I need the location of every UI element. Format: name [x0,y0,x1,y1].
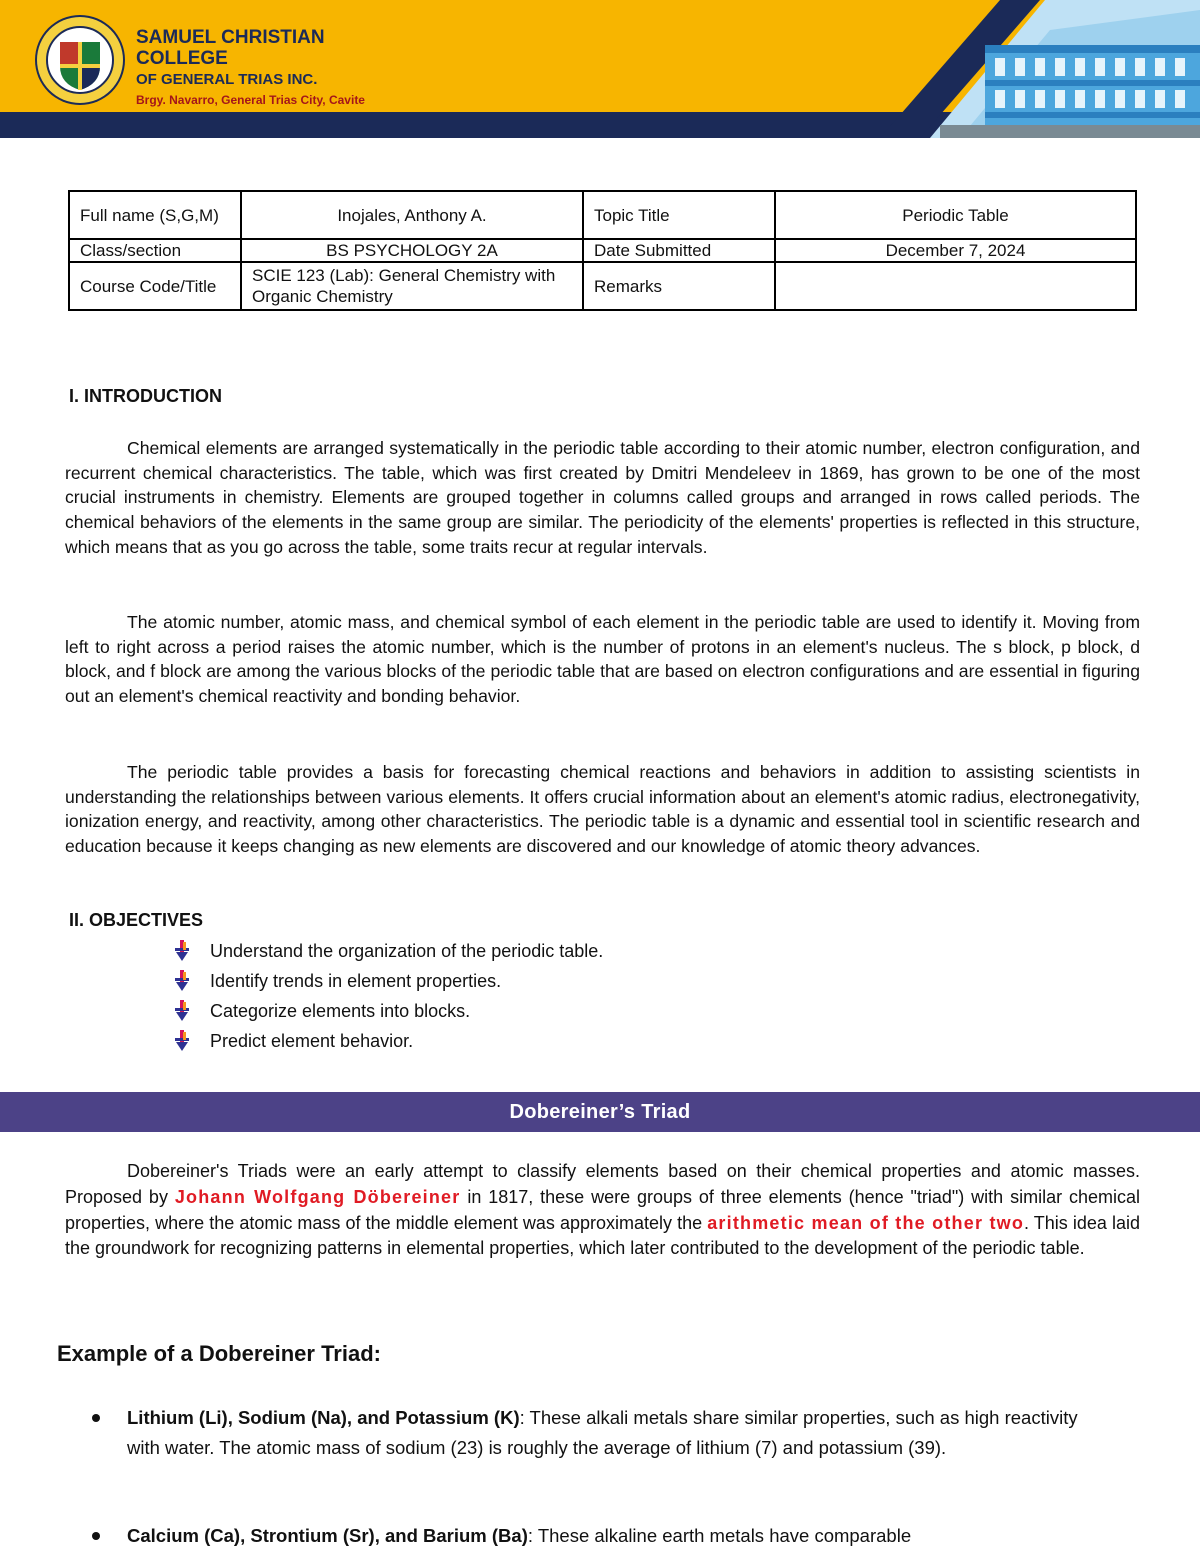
arrow-down-bullet-icon [172,970,192,992]
arrow-down-bullet-icon [172,1030,192,1052]
dobereiner-text-2: in 1817, these were groups of three elements (hence "triad") with similar chemical properties, where the atomic mass of the middle element was approximately the [65,1186,1140,1233]
examples-list-continued [90,1521,1100,1551]
arrow-down-bullet-icon [172,940,192,962]
example-description: : These alkali metals share similar properties, such as high reactivity with water. The atomic mass of sodium (23) is roughly the average of lithium (7) and potassium (39). [127,1407,1078,1458]
objectives-heading: II. OBJECTIVES [69,910,204,930]
table-row [69,239,1136,262]
examples-list [90,1403,1100,1462]
example-title: Example of a Dobereiner Triad: [57,1341,381,1366]
objective-text: Categorize elements into blocks. [210,1000,471,1021]
dobereiner-name-highlight: Johann Wolfgang Döbereiner [174,1186,461,1207]
bullet-dot-icon [92,1414,100,1422]
full-name-label: Full name (S,G,M) [69,191,241,239]
list-item [90,1521,1100,1551]
bullet-dot-icon [92,1532,100,1540]
topic-title-value: Periodic Table [775,191,1136,239]
example-elements: Calcium (Ca), Strontium (Sr), and Barium (Ba) [127,1525,528,1546]
school-title-block [136,27,365,107]
course-code-label: Course Code/Title [69,262,241,310]
school-name-line-1: SAMUEL CHRISTIAN [136,27,325,48]
intro-paragraph-3: The periodic table provides a basis for forecasting chemical reactions and behaviors in addition to assisting scientists in understanding the relationships between various elements. It offers crucial information about an element's atomic radius, electronegativity, ionization energy, and reactivity, among other characteristics. The periodic table is a dynamic and essential tool in scientific research and education because it keeps changing as new elements are discovered and our knowledge of atomic theory advances. [65,762,1140,857]
example-elements: Lithium (Li), Sodium (Na), and Potassium (K) [127,1407,520,1428]
dobereiner-text-1: Dobereiner's Triads were an early attempt to classify elements based on their chemical properties and atomic masses. Proposed by [65,1161,1140,1207]
student-info-table [68,190,1137,311]
objective-text: Understand the organization of the periodic table. [210,940,604,961]
intro-paragraph-2: The atomic number, atomic mass, and chemical symbol of each element in the periodic table are used to identify it. Moving from left to right across a period raises the atomic number, which is the number of protons in an element's nucleus. The s block, p block, d block, and f block are among the various blocks of the periodic table that are based on electron configurations and are essential in figuring out an element's chemical reactivity and bonding behavior. [65,612,1140,707]
arrow-down-bullet-icon [172,1000,192,1022]
full-name-value: Inojales, Anthony A. [241,191,583,239]
dobereiner-paragraph [65,1159,1140,1262]
course-code-value: SCIE 123 (Lab): General Chemistry with Organic Chemistry [241,262,583,310]
school-address: Brgy. Navarro, General Trias City, Cavite [136,93,365,107]
introduction-heading: I. INTRODUCTION [69,386,222,406]
list-item [172,1026,603,1056]
header-banner [0,0,1200,150]
college-seal-logo [34,14,126,106]
example-description: : These alkaline earth metals have comparable [527,1525,912,1546]
remarks-label: Remarks [583,262,775,310]
dobereiner-section-band: Dobereiner’s Triad [0,1092,1200,1132]
school-name-line-2: COLLEGE [136,48,228,69]
table-row [69,262,1136,310]
list-item [90,1403,1100,1462]
school-name-line-3: OF GENERAL TRIAS INC. [136,71,318,88]
class-section-label: Class/section [69,239,241,262]
date-submitted-value: December 7, 2024 [775,239,1136,262]
list-item [172,966,603,996]
arithmetic-mean-highlight: arithmetic mean of the other two [707,1212,1025,1233]
objectives-list [172,936,603,1056]
class-section-value: BS PSYCHOLOGY 2A [241,239,583,262]
list-item [172,936,603,966]
topic-title-label: Topic Title [583,191,775,239]
table-row [69,191,1136,239]
date-submitted-label: Date Submitted [583,239,775,262]
remarks-value [775,262,1136,310]
list-item [172,996,603,1026]
dobereiner-text-3: . This idea laid the groundwork for recognizing patterns in elemental properties, which later contributed to the development of the periodic table. [65,1212,1140,1259]
objective-text: Predict element behavior. [210,1030,414,1051]
objective-text: Identify trends in element properties. [210,970,502,991]
intro-paragraph-1: Chemical elements are arranged systematically in the periodic table according to their atomic number, electron configuration, and recurrent chemical characteristics. The table, which was first created by Dmitri Mendeleev in 1869, has grown to be one of the most crucial instruments in chemistry. Elements are grouped together in columns called groups and arranged in rows called periods. The chemical behaviors of the elements in the same group are similar. The periodicity of the elements' properties is reflected in this structure, which means that as you go across the table, some traits recur at regular intervals. [65,438,1140,557]
